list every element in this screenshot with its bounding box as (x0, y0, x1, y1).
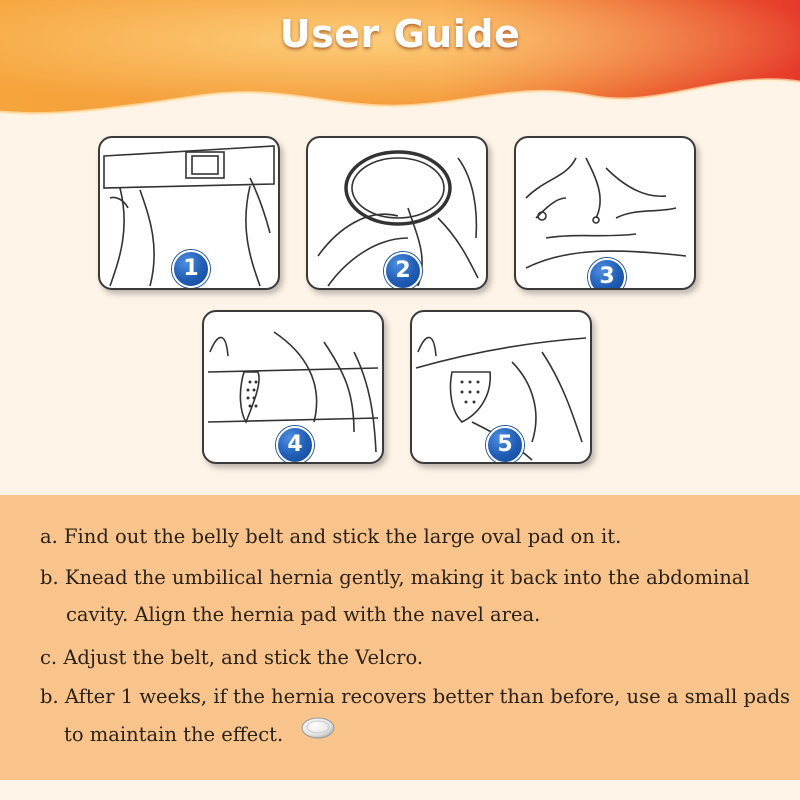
header-banner (0, 0, 800, 130)
bottom-strip (0, 780, 800, 800)
step-3-badge: 3 (588, 258, 626, 290)
step-5-panel (410, 310, 592, 464)
instruction-line: b. Knead the umbilical hernia gently, making it back into the abdominal (40, 566, 750, 589)
instruction-line: to maintain the effect. (64, 723, 284, 746)
step-4-panel (202, 310, 384, 464)
instructions-panel (0, 495, 800, 780)
step-5-badge: 5 (486, 426, 524, 464)
step-2-badge: 2 (384, 252, 422, 290)
instruction-line: c. Adjust the belt, and stick the Velcro. (40, 646, 424, 669)
step-4-badge: 4 (276, 426, 314, 464)
step-2-panel (306, 136, 488, 290)
instruction-line: a. Find out the belly belt and stick the large oval pad on it. (40, 525, 622, 548)
page-title: User Guide (279, 12, 521, 56)
step-3-panel (514, 136, 696, 290)
steps-area (0, 130, 800, 495)
instruction-line: cavity. Align the hernia pad with the navel area. (66, 603, 541, 626)
step-1-panel (98, 136, 280, 290)
step-1-badge: 1 (172, 250, 210, 288)
small-pad-icon (300, 716, 336, 740)
instruction-line: b. After 1 weeks, if the hernia recovers better than before, use a small pads (40, 685, 791, 708)
